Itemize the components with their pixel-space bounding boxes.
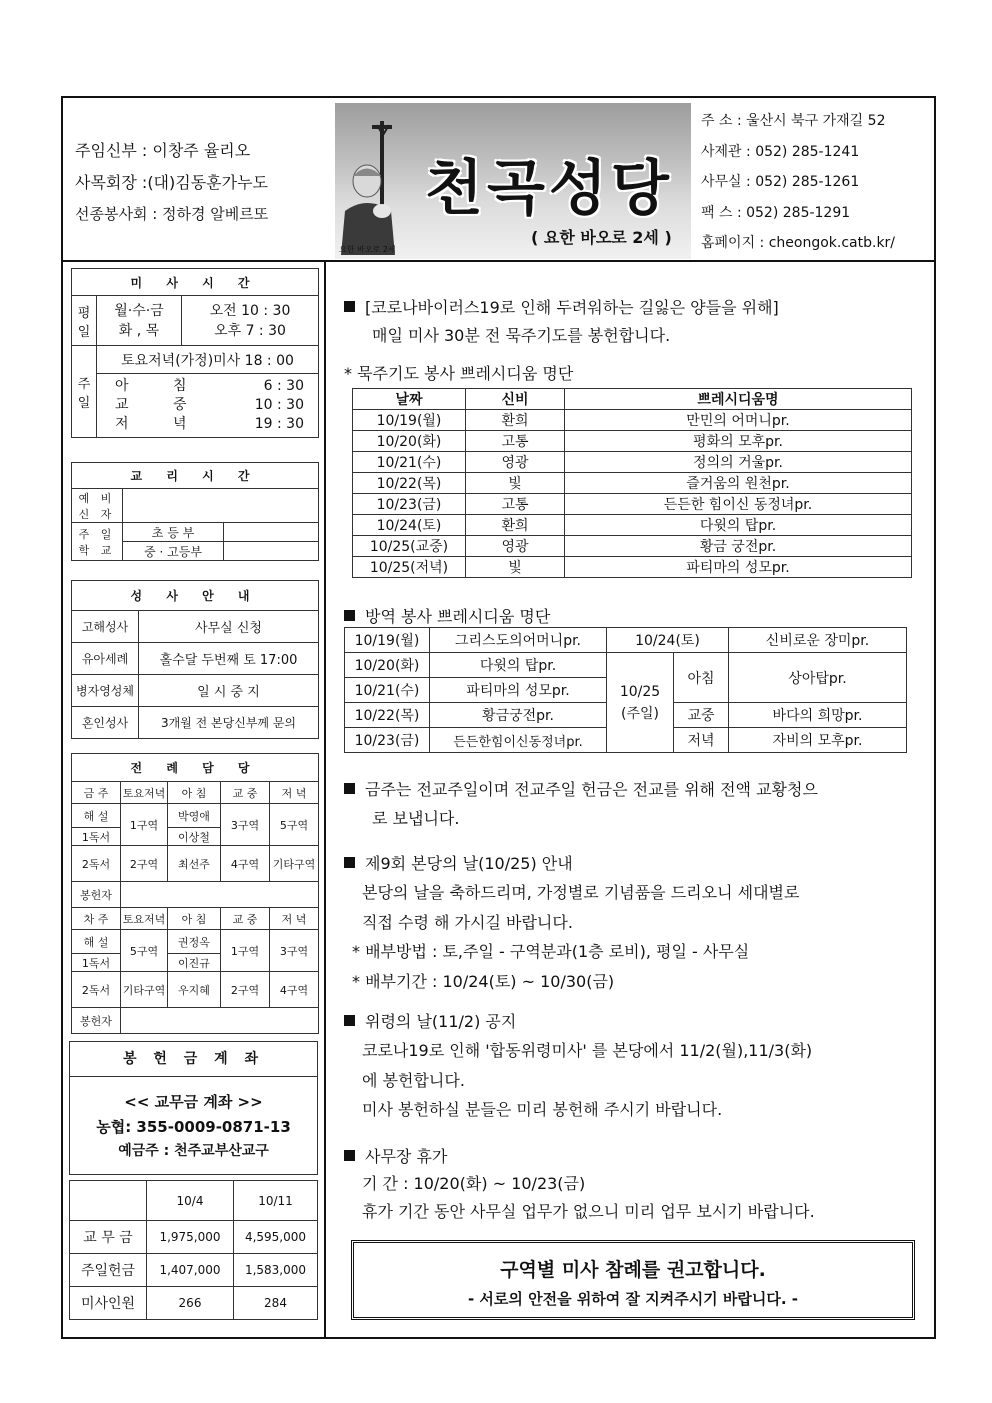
quarantine-cell: 10/20(화) (345, 653, 430, 678)
account-number: 농협: 355-0009-0871-13 (96, 1118, 291, 1136)
notice-all-souls-l3: 미사 봉헌하실 분들은 미리 봉헌해 주시기 바랍니다. (362, 1100, 723, 1119)
rosary-cell: 10/19(월) (353, 410, 466, 431)
liturgy-head: 토요저녁 (121, 782, 168, 804)
quarantine-cell: 다윗의 탑pr. (430, 653, 607, 678)
finance-value: 266 (147, 1287, 234, 1320)
recommendation-subtitle: - 서로의 안전을 위하여 잘 지켜주시기 바랍니다. - (467, 1290, 799, 1308)
recommendation-box (351, 1240, 915, 1320)
column-divider (324, 260, 326, 1339)
sunday-school-label: 주 일 학 교 (72, 523, 123, 561)
weekday-times: 오전 10 : 30 오후 7 : 30 (182, 296, 319, 346)
account-title: 봉 헌 금 계 좌 (70, 1042, 317, 1077)
account-heading: << 교무금 계좌 >> (124, 1093, 263, 1111)
sacrament-name: 고해성사 (72, 611, 139, 643)
liturgy-cell: 기타구역 (270, 846, 319, 882)
quarantine-cell: 10/23(금) (345, 728, 430, 753)
rosary-cell: 10/25(저녁) (353, 557, 466, 578)
rosary-list-title: * 묵주기도 봉사 쁘레시디움 명단 (344, 364, 574, 383)
rosary-head: 쁘레시디움명 (565, 389, 912, 410)
catechism-table (71, 462, 319, 561)
liturgy-cell: 4구역 (221, 846, 270, 882)
square-bullet-icon (344, 857, 355, 868)
rosary-cell: 환희 (466, 410, 565, 431)
rosary-cell: 든든한 힘이신 동정녀pr. (565, 494, 912, 515)
priest-line: 주임신부 : 이창주 율리오 (75, 141, 251, 160)
rosary-cell: 10/22(목) (353, 473, 466, 494)
rosary-cell: 10/25(교중) (353, 536, 466, 557)
quarantine-cell: 10/24(토) (607, 628, 729, 653)
notice-parish-day-l2: 직접 수령 해 가시길 바랍니다. (362, 913, 573, 932)
finance-date: 10/11 (234, 1181, 318, 1221)
rosary-cell: 빛 (466, 473, 565, 494)
quarantine-cell: 신비로운 장미pr. (729, 628, 907, 653)
sacrament-value: 홀수달 두번째 토 17:00 (139, 643, 319, 675)
liturgy-cell: 박영애 (168, 804, 221, 828)
quarantine-cell: 저녁 (674, 728, 729, 753)
address: 주 소 : 울산시 북구 가재길 52 (701, 113, 886, 129)
quarantine-cell: 상아탑pr. (729, 653, 907, 703)
quarantine-cell: 10/21(수) (345, 678, 430, 703)
finance-value: 1,407,000 (147, 1254, 234, 1287)
sunday-masses: 아 침 6 : 30 교 중 10 : 30 저 녁 19 : 30 (97, 374, 319, 438)
liturgy-role: 해 설 (72, 930, 121, 954)
liturgy-head: 저 녁 (270, 908, 319, 930)
square-bullet-icon (344, 1150, 355, 1161)
quarantine-cell: 자비의 모후pr. (729, 728, 907, 753)
notice-vacation-title: 사무장 휴가 (344, 1144, 447, 1167)
liturgy-role: 2독서 (72, 972, 121, 1008)
notice-all-souls-title: 위령의 날(11/2) 공지 (344, 1009, 516, 1032)
notice-rosary-title: [코로나바이러스19로 인해 두려워하는 길잃은 양들을 위해] (344, 295, 779, 318)
finance-value: 1,583,000 (234, 1254, 318, 1287)
sacrament-name: 유아세례 (72, 643, 139, 675)
header-divider (61, 260, 936, 262)
rosary-cell: 영광 (466, 452, 565, 473)
finance-label: 주일헌금 (70, 1254, 147, 1287)
liturgy-head: 금 주 (72, 782, 121, 804)
funeral-line: 선종봉사회 : 정하경 알베르또 (75, 205, 269, 223)
notice-all-souls-l2: 에 봉헌합니다. (362, 1071, 465, 1090)
notice-mission-sunday-2: 로 보냅니다. (372, 809, 460, 828)
logo-caption: 요한 바오로 2세 (339, 245, 396, 254)
liturgy-head: 아 침 (168, 782, 221, 804)
weekday-label: 평일 (72, 296, 97, 346)
sacrament-value: 일 시 중 지 (139, 675, 319, 707)
square-bullet-icon (344, 301, 355, 312)
finance-label: 미사인원 (70, 1287, 147, 1320)
liturgy-head: 교 중 (221, 782, 270, 804)
quarantine-table (344, 627, 907, 753)
notice-all-souls-l1: 코로나19로 인해 '합동위령미사' 를 본당에서 11/2(월),11/3(화) (362, 1041, 813, 1060)
liturgy-cell: 3구역 (221, 804, 270, 846)
finance-date: 10/4 (147, 1181, 234, 1221)
rosary-head: 신비 (466, 389, 565, 410)
notice-rosary-body: 매일 미사 30분 전 묵주기도를 봉헌합니다. (372, 326, 671, 345)
rosary-cell: 10/21(수) (353, 452, 466, 473)
sunday-label: 주일 (72, 346, 97, 438)
liturgy-head: 아 침 (168, 908, 221, 930)
pope-figure-icon (339, 121, 419, 255)
rosary-head: 날짜 (353, 389, 466, 410)
liturgy-head: 차 주 (72, 908, 121, 930)
liturgy-cell: 이상철 (168, 828, 221, 846)
elementary-label: 초 등 부 (123, 523, 224, 542)
finance-value: 4,595,000 (234, 1221, 318, 1254)
sacrament-name: 병자영성체 (72, 675, 139, 707)
liturgy-cell: 4구역 (270, 972, 319, 1008)
office-phone: 사무실 : 052) 285-1261 (701, 174, 860, 190)
notice-parish-day-l1: 본당의 날을 축하드리며, 가정별로 기념품을 드리오니 세대별로 (362, 883, 800, 902)
liturgy-head: 저 녁 (270, 782, 319, 804)
liturgy-title: 전 례 담 당 (72, 754, 319, 782)
quarantine-cell: 교중 (674, 703, 729, 728)
liturgy-cell: 2구역 (221, 972, 270, 1008)
notice-parish-day-title: 제9회 본당의 날(10/25) 안내 (344, 851, 573, 874)
rosary-cell: 즐거움의 원천pr. (565, 473, 912, 494)
rosary-cell: 다윗의 탑pr. (565, 515, 912, 536)
rosary-cell: 10/20(화) (353, 431, 466, 452)
rosary-cell: 영광 (466, 536, 565, 557)
liturgy-cell: 권정옥 (168, 930, 221, 954)
church-patron: ( 요한 바오로 2세 ) (531, 228, 672, 247)
rosary-cell: 고통 (466, 494, 565, 515)
rosary-cell: 10/23(금) (353, 494, 466, 515)
rosary-table (352, 388, 912, 578)
rosary-cell: 고통 (466, 431, 565, 452)
liturgy-cell: 1구역 (221, 930, 270, 972)
liturgy-role: 2독서 (72, 846, 121, 882)
homepage-link[interactable]: 홈페이지 : cheongok.catb.kr/ (701, 235, 896, 251)
liturgy-role: 봉헌자 (72, 882, 121, 908)
liturgy-head: 토요저녁 (121, 908, 168, 930)
weekday-days: 월·수·금 화 , 목 (97, 296, 182, 346)
liturgy-table (71, 753, 319, 1034)
quarantine-cell: 바다의 희망pr. (729, 703, 907, 728)
catechism-title: 교 리 시 간 (72, 463, 319, 489)
rosary-cell: 만민의 어머니pr. (565, 410, 912, 431)
quarantine-cell: 든든한힘이신동정녀pr. (430, 728, 607, 753)
liturgy-cell: 5구역 (121, 930, 168, 972)
square-bullet-icon (344, 610, 355, 621)
notice-parish-day-l4: * 배부기간 : 10/24(토) ~ 10/30(금) (352, 972, 615, 991)
liturgy-cell: 우지혜 (168, 972, 221, 1008)
rosary-cell: 10/24(토) (353, 515, 466, 536)
rosary-cell: 평화의 모후pr. (565, 431, 912, 452)
catechumen-label: 예 비 신 자 (72, 489, 123, 523)
rosary-cell: 환희 (466, 515, 565, 536)
liturgy-cell: 이진규 (168, 954, 221, 972)
rosary-cell: 정의의 거울pr. (565, 452, 912, 473)
rosary-cell: 황금 궁전pr. (565, 536, 912, 557)
finance-value: 1,975,000 (147, 1221, 234, 1254)
sacraments-title: 성 사 안 내 (72, 581, 319, 611)
liturgy-cell: 1구역 (121, 804, 168, 846)
notice-vacation-l2: 휴가 기간 동안 사무실 업무가 없으니 미리 업무 보시기 바랍니다. (362, 1202, 815, 1221)
quarantine-cell: 그리스도의어머니pr. (430, 628, 607, 653)
liturgy-role: 해 설 (72, 804, 121, 828)
liturgy-role: 1독서 (72, 954, 121, 972)
middle-high-label: 중 · 고등부 (123, 542, 224, 561)
finance-label: 교 무 금 (70, 1221, 147, 1254)
notice-mission-sunday: 금주는 전교주일이며 전교주일 헌금은 전교를 위해 전액 교황청으 (344, 777, 818, 800)
liturgy-cell: 5구역 (270, 804, 319, 846)
rectory-phone: 사제관 : 052) 285-1241 (701, 144, 860, 160)
quarantine-cell: 10/19(월) (345, 628, 430, 653)
finance-value: 284 (234, 1287, 318, 1320)
account-box (69, 1041, 318, 1175)
notice-parish-day-l3: * 배부방법 : 토,주일 - 구역분과(1층 로비), 평일 - 사무실 (352, 942, 750, 961)
square-bullet-icon (344, 783, 355, 794)
council-line: 사목회장 :(대)김동훈가누도 (75, 173, 268, 192)
sacrament-value: 사무실 신청 (139, 611, 319, 643)
quarantine-sunday-label: 10/25 (주일) (607, 653, 674, 753)
finance-table (69, 1180, 318, 1320)
saturday-mass: 토요저녁(가정)미사 18 : 00 (97, 346, 319, 374)
rosary-cell: 파티마의 성모pr. (565, 557, 912, 578)
liturgy-role: 봉헌자 (72, 1008, 121, 1034)
quarantine-cell: 10/22(목) (345, 703, 430, 728)
sacrament-value: 3개월 전 본당신부께 문의 (139, 707, 319, 739)
notice-vacation-l1: 기 간 : 10/20(화) ~ 10/23(금) (362, 1174, 586, 1193)
fax: 팩 스 : 052) 285-1291 (701, 205, 851, 221)
rosary-cell: 빛 (466, 557, 565, 578)
mass-times-title: 미 사 시 간 (72, 269, 319, 296)
quarantine-cell: 황금궁전pr. (430, 703, 607, 728)
liturgy-role: 1독서 (72, 828, 121, 846)
mass-times-table (71, 268, 319, 438)
quarantine-title: 방역 봉사 쁘레시디움 명단 (344, 604, 550, 627)
liturgy-cell: 3구역 (270, 930, 319, 972)
square-bullet-icon (344, 1015, 355, 1026)
liturgy-head: 교 중 (221, 908, 270, 930)
sacrament-name: 혼인성사 (72, 707, 139, 739)
account-holder: 예금주 : 천주교부산교구 (118, 1143, 269, 1159)
liturgy-cell: 기타구역 (121, 972, 168, 1008)
sacraments-table (71, 580, 319, 739)
church-name: 천곡성당 (425, 154, 673, 224)
quarantine-cell: 파티마의 성모pr. (430, 678, 607, 703)
quarantine-cell: 아침 (674, 653, 729, 703)
recommendation-title: 구역별 미사 참례를 권고합니다. (500, 1259, 766, 1281)
liturgy-cell: 최선주 (168, 846, 221, 882)
church-logo (335, 103, 691, 259)
liturgy-cell: 2구역 (121, 846, 168, 882)
